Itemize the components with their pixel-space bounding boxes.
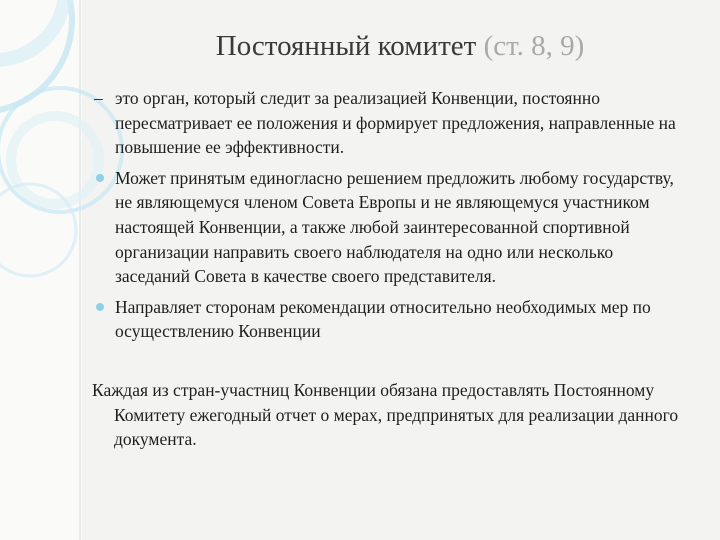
- bullet-dot-icon: [96, 303, 104, 311]
- slide-body: [92, 86, 692, 452]
- slide-title: [90, 28, 710, 64]
- closing-paragraph: Каждая из стран-участниц Конвенции обязана предоставлять Постоянному Комитету ежегодный отчет о мерах, предпринятых для реализации данного документа.: [92, 379, 679, 450]
- bullet-dot-icon: [96, 174, 104, 182]
- definition-text: это орган, который следит за реализацией Конвенции, постоянно пересматривает ее положения и формирует предложения, направленные на повышение ее эффективности.: [115, 88, 676, 158]
- slide-title-article-ref: (ст. 8, 9): [483, 30, 585, 62]
- definition-item: [92, 86, 692, 160]
- bullet-text-recommendations: Направляет сторонам рекомендации относительно необходимых мер по осуществлению Конвенции: [115, 296, 651, 342]
- bullet-text-observer: Может принятым единогласно решением предложить любому государству, не являющемуся членом Совета Европы и не являющемуся участником настоящей Конвенции, а также любой заинтересованной спортивной организации направить своего наблюдателя на одно или несколько заседаний Совета в качестве своего представителя.: [115, 167, 674, 287]
- bullet-item-recommendations: [92, 295, 692, 344]
- slide-title-main: Постоянный комитет: [215, 30, 477, 62]
- dash-marker: –: [94, 88, 103, 108]
- bullet-item-observer: [92, 166, 692, 289]
